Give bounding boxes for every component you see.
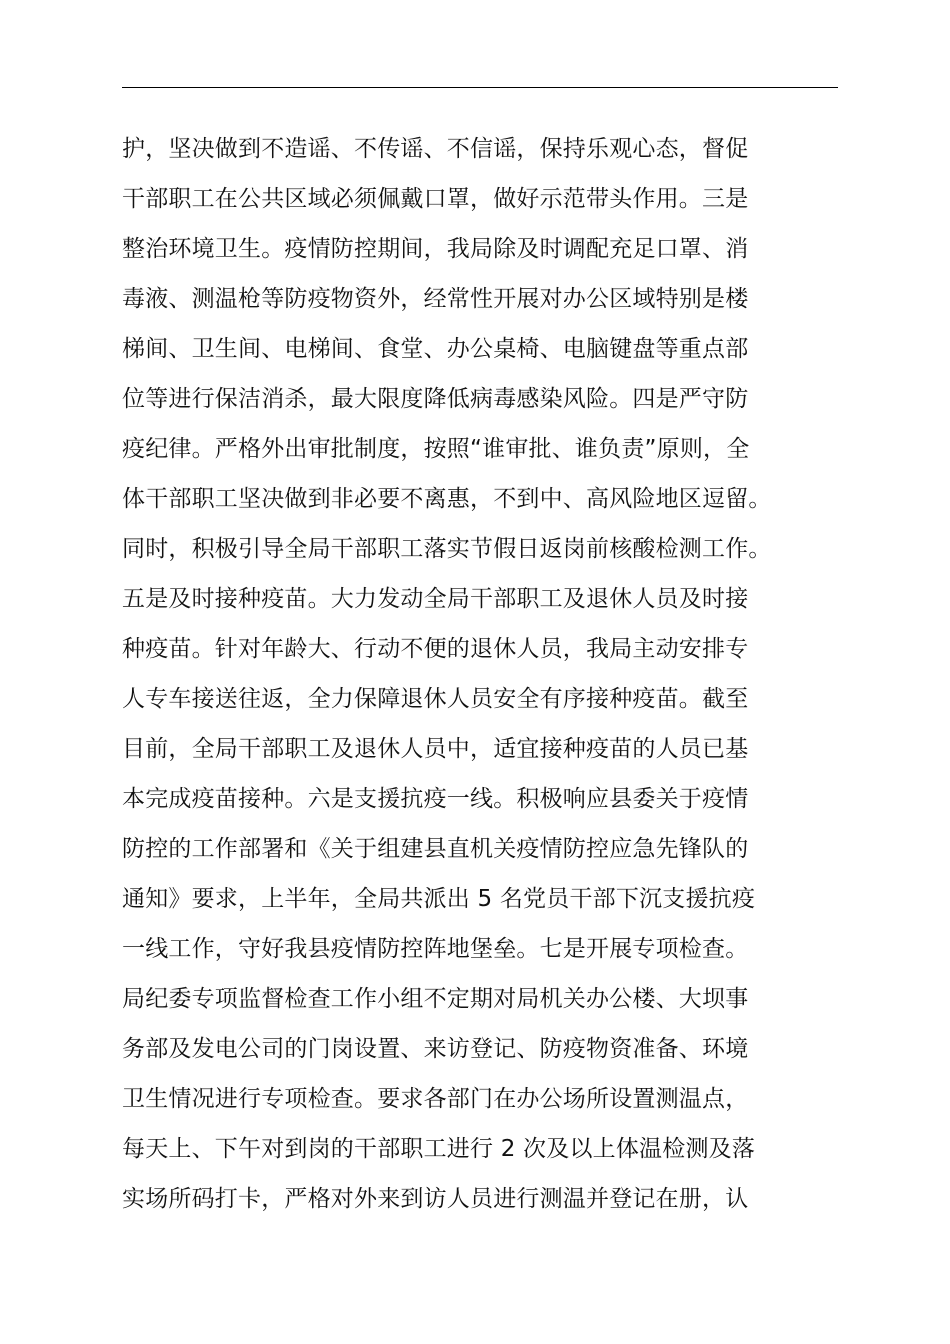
text-line: 目前，全局干部职工及退休人员中，适宜接种疫苗的人员已基: [122, 736, 749, 762]
text-line: 卫生情况进行专项检查。要求各部门在办公场所设置测温点，: [122, 1086, 749, 1112]
text-line: 护，坚决做到不造谣、不传谣、不信谣，保持乐观心态，督促: [122, 136, 749, 162]
text-line: 梯间、卫生间、电梯间、食堂、办公桌椅、电脑键盘等重点部: [122, 336, 749, 362]
text-line: 整治环境卫生。疫情防控期间，我局除及时调配充足口罩、消: [122, 236, 749, 262]
text-line: 位等进行保洁消杀，最大限度降低病毒感染风险。四是严守防: [122, 386, 749, 412]
text-line: 疫纪律。严格外出审批制度，按照“谁审批、谁负责”原则，全: [122, 436, 750, 462]
text-line: 体干部职工坚决做到非必要不离惠，不到中、高风险地区逗留。: [122, 486, 772, 512]
header-rule: [122, 87, 838, 88]
text-line: 五是及时接种疫苗。大力发动全局干部职工及退休人员及时接: [122, 586, 749, 612]
text-line: 干部职工在公共区域必须佩戴口罩，做好示范带头作用。三是: [122, 186, 749, 212]
text-line: 人专车接送往返，全力保障退休人员安全有序接种疫苗。截至: [122, 686, 749, 712]
text-line: 种疫苗。针对年龄大、行动不便的退休人员，我局主动安排专: [122, 636, 749, 662]
text-line: 局纪委专项监督检查工作小组不定期对局机关办公楼、大坝事: [122, 986, 749, 1012]
text-line: 一线工作，守好我县疫情防控阵地堡垒。七是开展专项检查。: [122, 936, 749, 962]
text-line: 同时，积极引导全局干部职工落实节假日返岗前核酸检测工作。: [122, 536, 772, 562]
text-line: 务部及发电公司的门岗设置、来访登记、防疫物资准备、环境: [122, 1036, 749, 1062]
text-line: 本完成疫苗接种。六是支援抗疫一线。积极响应县委关于疫情: [122, 786, 749, 812]
text-line: 实场所码打卡，严格对外来到访人员进行测温并登记在册，认: [122, 1186, 749, 1212]
text-line: 每天上、下午对到岗的干部职工进行 2 次及以上体温检测及落: [122, 1136, 756, 1162]
text-line: 防控的工作部署和《关于组建县直机关疫情防控应急先锋队的: [122, 836, 749, 862]
text-line: 通知》要求，上半年，全局共派出 5 名党员干部下沉支援抗疫: [122, 886, 756, 912]
body-paragraph: [122, 124, 842, 1224]
text-line: 毒液、测温枪等防疫物资外，经常性开展对办公区域特别是楼: [122, 286, 749, 312]
